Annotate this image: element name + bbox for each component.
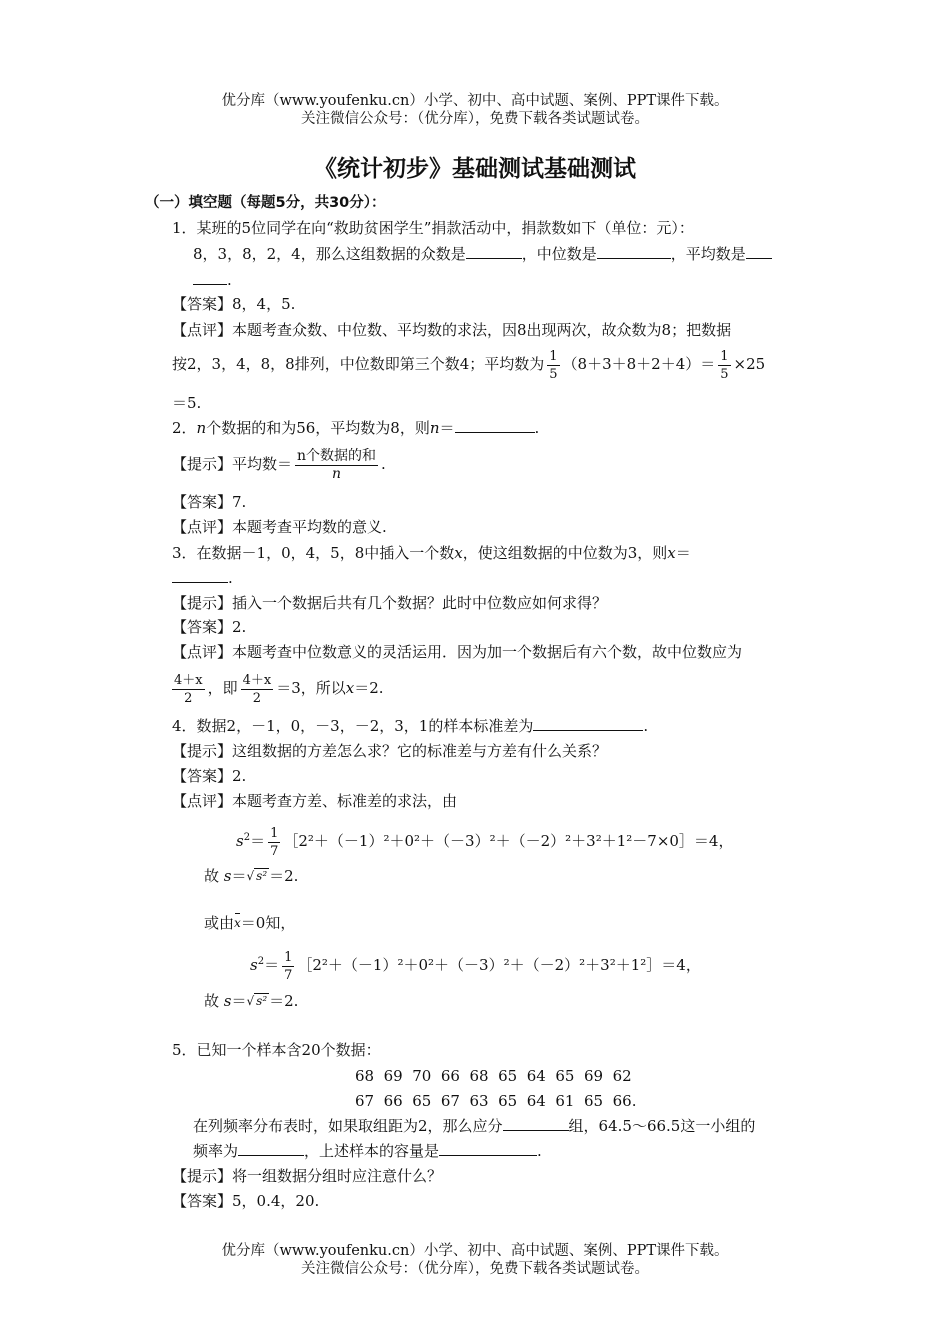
- q5-text-b: 组，64.5～66.5这一小组的: [568, 1117, 756, 1135]
- q4-eq1-eq: ＝: [250, 832, 266, 850]
- q4-eq4-exp: 2: [257, 956, 265, 967]
- q4-eq1-exp: 2: [243, 832, 251, 843]
- q4-eq5: [204, 991, 298, 1011]
- q4-eq2-gu: 故: [204, 867, 220, 885]
- q4-eq1-body: ［2²＋（－1）²＋0²＋（－3）²＋（－2）²＋3²＋1²－7×0］＝4，: [283, 832, 734, 850]
- q4-eq4-fraction-num: 1: [284, 949, 293, 965]
- q5-blank-frequency[interactable]: [238, 1141, 304, 1156]
- q1-comment-line2: [172, 346, 765, 383]
- q2-num: 2．: [172, 419, 197, 437]
- q5-data-row2: 67 66 65 67 63 65 64 61 65 66.: [355, 1092, 637, 1110]
- q3-comment-line1: 【点评】本题考查中位数意义的灵活运用．因为加一个数据后有六个数，故中位数应为: [172, 643, 743, 661]
- q3-comment-text-b: ＝3，所以: [276, 679, 346, 697]
- q2-hint-fraction-num: n个数据的和: [297, 447, 377, 464]
- q2-hint: [172, 444, 386, 484]
- q3-var-x: x: [454, 544, 463, 562]
- q4-eq2-eq: ＝: [231, 867, 247, 885]
- q3-comment-end: ＝2.: [354, 679, 384, 697]
- q2-answer: 【答案】7.: [172, 493, 247, 511]
- q4-eq4-fraction-den: 7: [284, 967, 293, 983]
- q3-text-c: ，使这组数据的中位数为3，则: [462, 544, 668, 562]
- q1-blank-mean-cont[interactable]: [193, 270, 227, 285]
- q1-blank-median[interactable]: [597, 244, 671, 259]
- q3-fraction-1: [172, 672, 205, 707]
- q2-hint-fraction-den: n: [332, 465, 342, 482]
- q1-fraction-1: [547, 348, 559, 383]
- q4-eq2-radicand: s²: [256, 869, 268, 883]
- q1-comment-text-b: （8＋3＋8＋2＋4）＝: [562, 355, 716, 373]
- q1-blank-mode[interactable]: [466, 244, 522, 259]
- q4-hint: 【提示】这组数据的方差怎么求？它的标准差与方差有什么关系？: [172, 742, 608, 760]
- q3-comment-text-a: ，即: [207, 679, 238, 697]
- q4-eq1-fraction-den: 7: [270, 843, 279, 859]
- q2-eq: ＝: [439, 419, 455, 437]
- q1-text-b: ，中位数是: [521, 245, 597, 263]
- q4-eq1-fraction-num: 1: [270, 825, 279, 841]
- page-footer-line1: 优分库（www.youfenku.cn）小学、初中、高中试题、案例、PPT课件下载。: [221, 1243, 729, 1259]
- q4-eq5-gu: 故: [204, 992, 220, 1010]
- q2-hint-fraction: [295, 448, 378, 483]
- q3-fraction-2-den: 2: [252, 690, 262, 706]
- page-title: 《统计初步》基础测试基础测试: [314, 156, 636, 182]
- q3-eq: ＝: [675, 544, 691, 562]
- q3-var-x2: x: [667, 544, 676, 562]
- page-footer-line2: 关注微信公众号：（优分库），免费下载各类试题试卷。: [301, 1261, 649, 1277]
- q3-blank[interactable]: [172, 568, 228, 583]
- q4-eq5-radicand: s²: [256, 994, 268, 1008]
- q5-line2: [193, 1116, 755, 1136]
- q1-line1: 1．某班的5位同学在向“救助贫困学生”捐款活动中，捐款数如下（单位：元）：: [172, 219, 694, 237]
- q4-eq4-fraction: [282, 949, 294, 984]
- q2-comment: 【点评】本题考查平均数的意义.: [172, 518, 387, 536]
- q4-eq3: [204, 913, 295, 933]
- q4-eq4: [250, 942, 701, 985]
- q4-eq5-end: ＝2.: [269, 992, 299, 1010]
- q4-eq5-s: s: [223, 992, 232, 1010]
- q3-var-x3: x: [345, 679, 355, 697]
- q2-blank[interactable]: [455, 418, 535, 433]
- q4-blank[interactable]: [533, 716, 643, 731]
- q5-text-a: 在列频率分布表时，如果取组距为2，那么应分: [193, 1117, 503, 1135]
- q1-line3: [193, 270, 232, 290]
- q4-comment: 【点评】本题考查方差、标准差的求法，由: [172, 792, 458, 810]
- q4-eq2: [204, 866, 298, 886]
- q3-fraction-2: [241, 672, 274, 707]
- q3-fraction-2-num: 4＋x: [242, 672, 272, 688]
- q1-comment-line3: ＝5.: [172, 394, 202, 412]
- q4-eq5-sqrt: √ s²: [246, 994, 268, 1008]
- q5-hint: 【提示】将一组数据分组时应注意什么？: [172, 1167, 443, 1185]
- section-heading: （一）填空题（每题5分，共30分）：: [145, 195, 386, 211]
- q4-eq5-eq: ＝: [231, 992, 247, 1010]
- page-header-line1: 优分库（www.youfenku.cn）小学、初中、高中试题、案例、PPT课件下载。: [221, 93, 729, 109]
- q4-eq4-eq: ＝: [264, 956, 280, 974]
- q4-eq3-xbar: x: [234, 913, 241, 933]
- q3-line1: [172, 543, 691, 563]
- q2-end: .: [534, 419, 540, 437]
- q4-eq4-body: ［2²＋（－1）²＋0²＋（－3）²＋（－2）²＋3²＋1²］＝4，: [297, 956, 701, 974]
- q1-comment-text-c: ×25: [733, 355, 766, 373]
- q1-line3-end: .: [227, 271, 232, 289]
- q5-data-row1: 68 69 70 66 68 65 64 65 69 62: [355, 1067, 632, 1085]
- q1-fraction-1-den: 5: [549, 366, 558, 382]
- q4-answer: 【答案】2.: [172, 767, 247, 785]
- q4-end: .: [643, 717, 649, 735]
- q1-blank-mean[interactable]: [746, 244, 772, 259]
- q5-line3-end: .: [537, 1142, 542, 1160]
- q2-text: 个数据的和为56，平均数为8，则: [206, 419, 430, 437]
- q3-answer: 【答案】2.: [172, 618, 247, 636]
- q3-comment-line2: [172, 668, 384, 708]
- q3-line2: [172, 568, 233, 588]
- q4-eq4-s: s: [250, 956, 258, 974]
- q3-line2-end: .: [228, 569, 233, 587]
- page-header-line2: 关注微信公众号：（优分库），免费下载各类试题试卷。: [301, 111, 649, 127]
- q3-text-a: 3．在数据－1，0，4，5，8中插入一个数: [172, 544, 455, 562]
- q4-eq1-fraction: [268, 825, 280, 860]
- q4-eq3-text-b: ＝0知，: [240, 914, 296, 932]
- q4-eq3-text-a: 或由: [204, 914, 235, 932]
- q1-text-c: ，平均数是: [670, 245, 746, 263]
- q5-answer: 【答案】5，0.4，20.: [172, 1192, 320, 1210]
- q2-hint-text: 【提示】平均数＝: [172, 455, 293, 473]
- q4-eq2-s: s: [223, 867, 232, 885]
- q2-var-n: n: [196, 419, 207, 437]
- q1-fraction-1-num: 1: [549, 348, 558, 364]
- q3-hint: 【提示】插入一个数据后共有几个数据？此时中位数应如何求得？: [172, 594, 608, 612]
- q4-eq1-s: s: [236, 832, 244, 850]
- q5-line1: 5．已知一个样本含20个数据：: [172, 1041, 381, 1059]
- q4-text: 4．数据2，－1，0，－3，－2，3，1的样本标准差为: [172, 717, 534, 735]
- q4-eq2-sqrt: √ s²: [246, 869, 268, 883]
- q1-text-a: 8，3，8，2，4，那么这组数据的众数是: [193, 245, 466, 263]
- q1-comment-line1: 【点评】本题考查众数、中位数、平均数的求法，因8出现两次，故众数为8；把数据: [172, 321, 732, 339]
- q5-line3: [193, 1141, 542, 1161]
- q3-fraction-1-num: 4＋x: [174, 672, 203, 688]
- q5-text-c: 频率为: [193, 1142, 239, 1160]
- q1-comment-text-a: 按2，3，4，8，8排列，中位数即第三个数4；平均数为: [172, 355, 545, 373]
- q2-hint-end: .: [381, 455, 386, 473]
- q5-blank-capacity[interactable]: [439, 1141, 537, 1156]
- q5-blank-groups[interactable]: [503, 1116, 569, 1131]
- q5-text-d: ，上述样本的容量是: [304, 1142, 440, 1160]
- q1-fraction-2-num: 1: [720, 348, 729, 364]
- q2-var-n2: n: [429, 419, 440, 437]
- q4-eq2-end: ＝2.: [269, 867, 299, 885]
- q1-answer: 【答案】8，4，5.: [172, 295, 296, 313]
- q4-eq1: [236, 818, 733, 861]
- q2-line1: [172, 418, 539, 438]
- q3-fraction-1-den: 2: [184, 690, 193, 706]
- q1-fraction-2-den: 5: [720, 366, 729, 382]
- q4-line1: [172, 716, 648, 736]
- q1-fraction-2: [718, 348, 730, 383]
- q1-line2: [193, 244, 772, 264]
